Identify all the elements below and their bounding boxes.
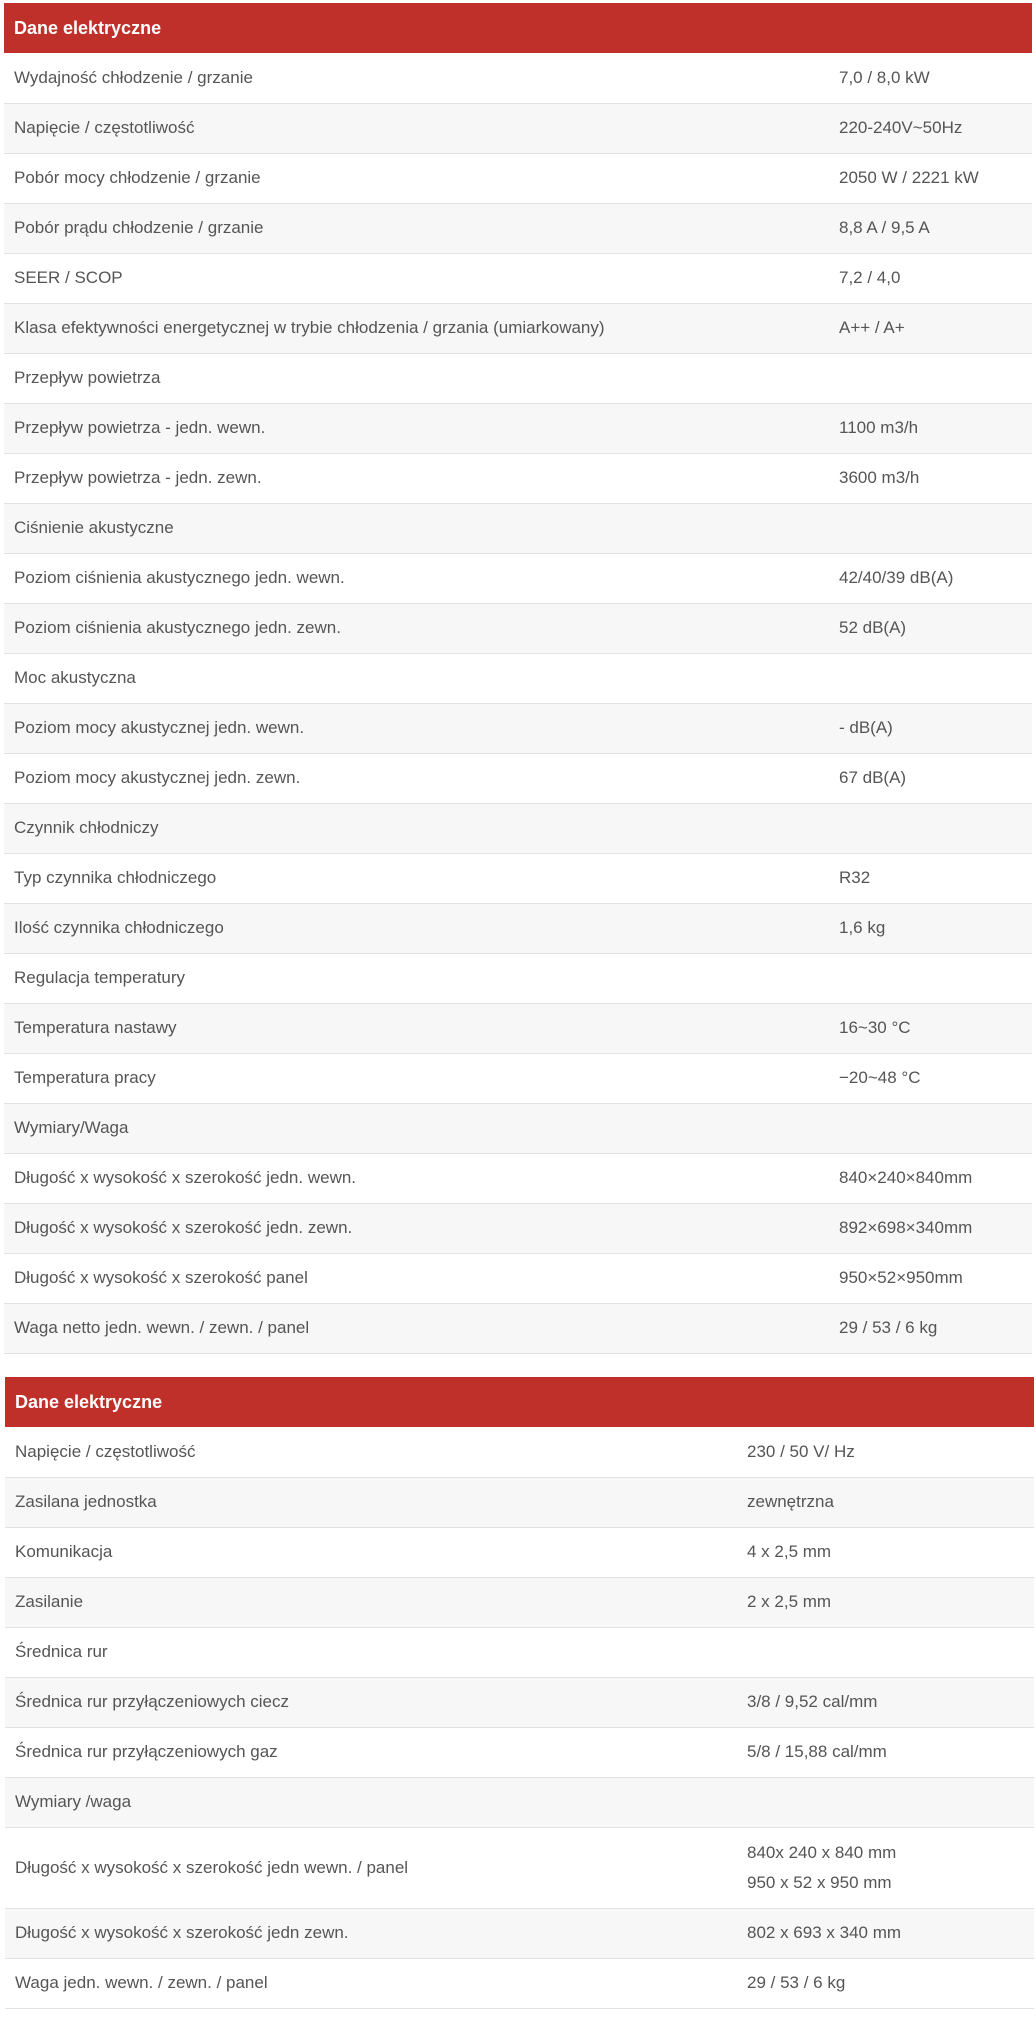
spec-value: 5/8 / 15,88 cal/mm [737,1727,1034,1777]
spec-value: - dB(A) [829,703,1032,753]
section-header: Dane elektryczne [4,3,1032,53]
spec-label: Poziom mocy akustycznej jedn. zewn. [4,753,829,803]
spec-table-1 [4,3,1032,1354]
spec-table-2-body [5,1427,1034,2008]
spec-label: Długość x wysokość x szerokość jedn. zewn. [4,1203,829,1253]
spec-value [829,953,1032,1003]
spec-label: Długość x wysokość x szerokość jedn wewn. / panel [5,1827,737,1908]
table-header-row [5,1377,1034,1427]
spec-label: Przepływ powietrza - jedn. zewn. [4,453,829,503]
spec-value: 802 x 693 x 340 mm [737,1908,1034,1958]
table-row [4,253,1032,303]
spec-label: Pobór prądu chłodzenie / grzanie [4,203,829,253]
spec-value [737,1777,1034,1827]
spec-value: 29 / 53 / 6 kg [737,1958,1034,2008]
table-row [4,503,1032,553]
spec-value [829,353,1032,403]
table-row [5,1727,1034,1777]
spec-label: Przepływ powietrza [4,353,829,403]
table-row [5,1908,1034,1958]
spec-label: Klasa efektywności energetycznej w trybie chłodzenia / grzania (umiarkowany) [4,303,829,353]
spec-value: 1100 m3/h [829,403,1032,453]
table-row [4,803,1032,853]
spec-value: 220-240V~50Hz [829,103,1032,153]
spec-label: Wymiary/Waga [4,1103,829,1153]
spec-label: Zasilana jednostka [5,1477,737,1527]
spec-label: Średnica rur [5,1627,737,1677]
table-row [4,553,1032,603]
spec-value: 3/8 / 9,52 cal/mm [737,1677,1034,1727]
table-row [4,1153,1032,1203]
spec-label: Ciśnienie akustyczne [4,503,829,553]
table-row [4,103,1032,153]
table-row [4,1103,1032,1153]
spec-value [737,1827,1034,1908]
spec-label: Regulacja temperatury [4,953,829,1003]
spec-label: Napięcie / częstotliwość [4,103,829,153]
spec-value: 3600 m3/h [829,453,1032,503]
spec-value [829,1103,1032,1153]
spec-label: Poziom ciśnienia akustycznego jedn. wewn. [4,553,829,603]
spec-label: Temperatura nastawy [4,1003,829,1053]
table-row [4,353,1032,403]
spec-value: 67 dB(A) [829,753,1032,803]
table-row [4,953,1032,1003]
table-row [4,53,1032,103]
spec-label: Wydajność chłodzenie / grzanie [4,53,829,103]
spec-value-line: 950 x 52 x 950 mm [747,1872,892,1892]
spec-value: 8,8 A / 9,5 A [829,203,1032,253]
spec-label: Poziom ciśnienia akustycznego jedn. zewn. [4,603,829,653]
table-row [4,703,1032,753]
table-row [4,903,1032,953]
table-row [5,1827,1034,1908]
table-row [4,653,1032,703]
table-row [5,1627,1034,1677]
table-row [4,1203,1032,1253]
spec-value-line: 840x 240 x 840 mm [747,1842,897,1862]
spec-value: 2050 W / 2221 kW [829,153,1032,203]
spec-value: 4 x 2,5 mm [737,1527,1034,1577]
spec-label: Napięcie / częstotliwość [5,1427,737,1477]
spec-value: 52 dB(A) [829,603,1032,653]
spec-value: 892×698×340mm [829,1203,1032,1253]
spec-value: 230 / 50 V/ Hz [737,1427,1034,1477]
spec-value: 2 x 2,5 mm [737,1577,1034,1627]
spec-value: 950×52×950mm [829,1253,1032,1303]
spec-label: Temperatura pracy [4,1053,829,1103]
spec-value [737,1627,1034,1677]
spec-value: 7,2 / 4,0 [829,253,1032,303]
table-row [5,1958,1034,2008]
table-row [4,1253,1032,1303]
spec-value: A++ / A+ [829,303,1032,353]
spec-value: −20~48 °C [829,1053,1032,1103]
spec-value [829,803,1032,853]
spec-label: Waga jedn. wewn. / zewn. / panel [5,1958,737,2008]
spec-label: Ilość czynnika chłodniczego [4,903,829,953]
spec-value: 29 / 53 / 6 kg [829,1303,1032,1353]
spec-label: Poziom mocy akustycznej jedn. wewn. [4,703,829,753]
spec-label: Waga netto jedn. wewn. / zewn. / panel [4,1303,829,1353]
spec-table-1-body [4,53,1032,1353]
table-row [4,853,1032,903]
spec-value: 840×240×840mm [829,1153,1032,1203]
spec-label: Wymiary /waga [5,1777,737,1827]
table-row [4,753,1032,803]
table-row [4,1003,1032,1053]
spec-label: Pobór mocy chłodzenie / grzanie [4,153,829,203]
table-row [4,1053,1032,1103]
spec-label: Moc akustyczna [4,653,829,703]
spec-label: Długość x wysokość x szerokość jedn. wewn. [4,1153,829,1203]
spec-label: Długość x wysokość x szerokość jedn zewn. [5,1908,737,1958]
spec-label: Średnica rur przyłączeniowych gaz [5,1727,737,1777]
table-row [5,1777,1034,1827]
spec-value: 7,0 / 8,0 kW [829,53,1032,103]
spec-value: zewnętrzna [737,1477,1034,1527]
table-row [5,1527,1034,1577]
spec-value: R32 [829,853,1032,903]
spec-value: 16~30 °C [829,1003,1032,1053]
spec-table-2 [5,1377,1034,2009]
spec-label: Zasilanie [5,1577,737,1627]
table-row [4,203,1032,253]
table-header-row [4,3,1032,53]
spec-label: Komunikacja [5,1527,737,1577]
table-row [5,1577,1034,1627]
spec-value [829,653,1032,703]
table-row [5,1427,1034,1477]
table-row [4,603,1032,653]
spec-value [829,503,1032,553]
table-row [4,403,1032,453]
table-row [4,1303,1032,1353]
table-row [4,303,1032,353]
spec-value: 1,6 kg [829,903,1032,953]
spec-label: Typ czynnika chłodniczego [4,853,829,903]
table-row [5,1677,1034,1727]
section-header: Dane elektryczne [5,1377,1034,1427]
spec-label: SEER / SCOP [4,253,829,303]
table-row [4,153,1032,203]
table-row [4,453,1032,503]
spec-value: 42/40/39 dB(A) [829,553,1032,603]
spec-label: Czynnik chłodniczy [4,803,829,853]
spec-label: Przepływ powietrza - jedn. wewn. [4,403,829,453]
spec-label: Długość x wysokość x szerokość panel [4,1253,829,1303]
spec-label: Średnica rur przyłączeniowych ciecz [5,1677,737,1727]
table-row [5,1477,1034,1527]
